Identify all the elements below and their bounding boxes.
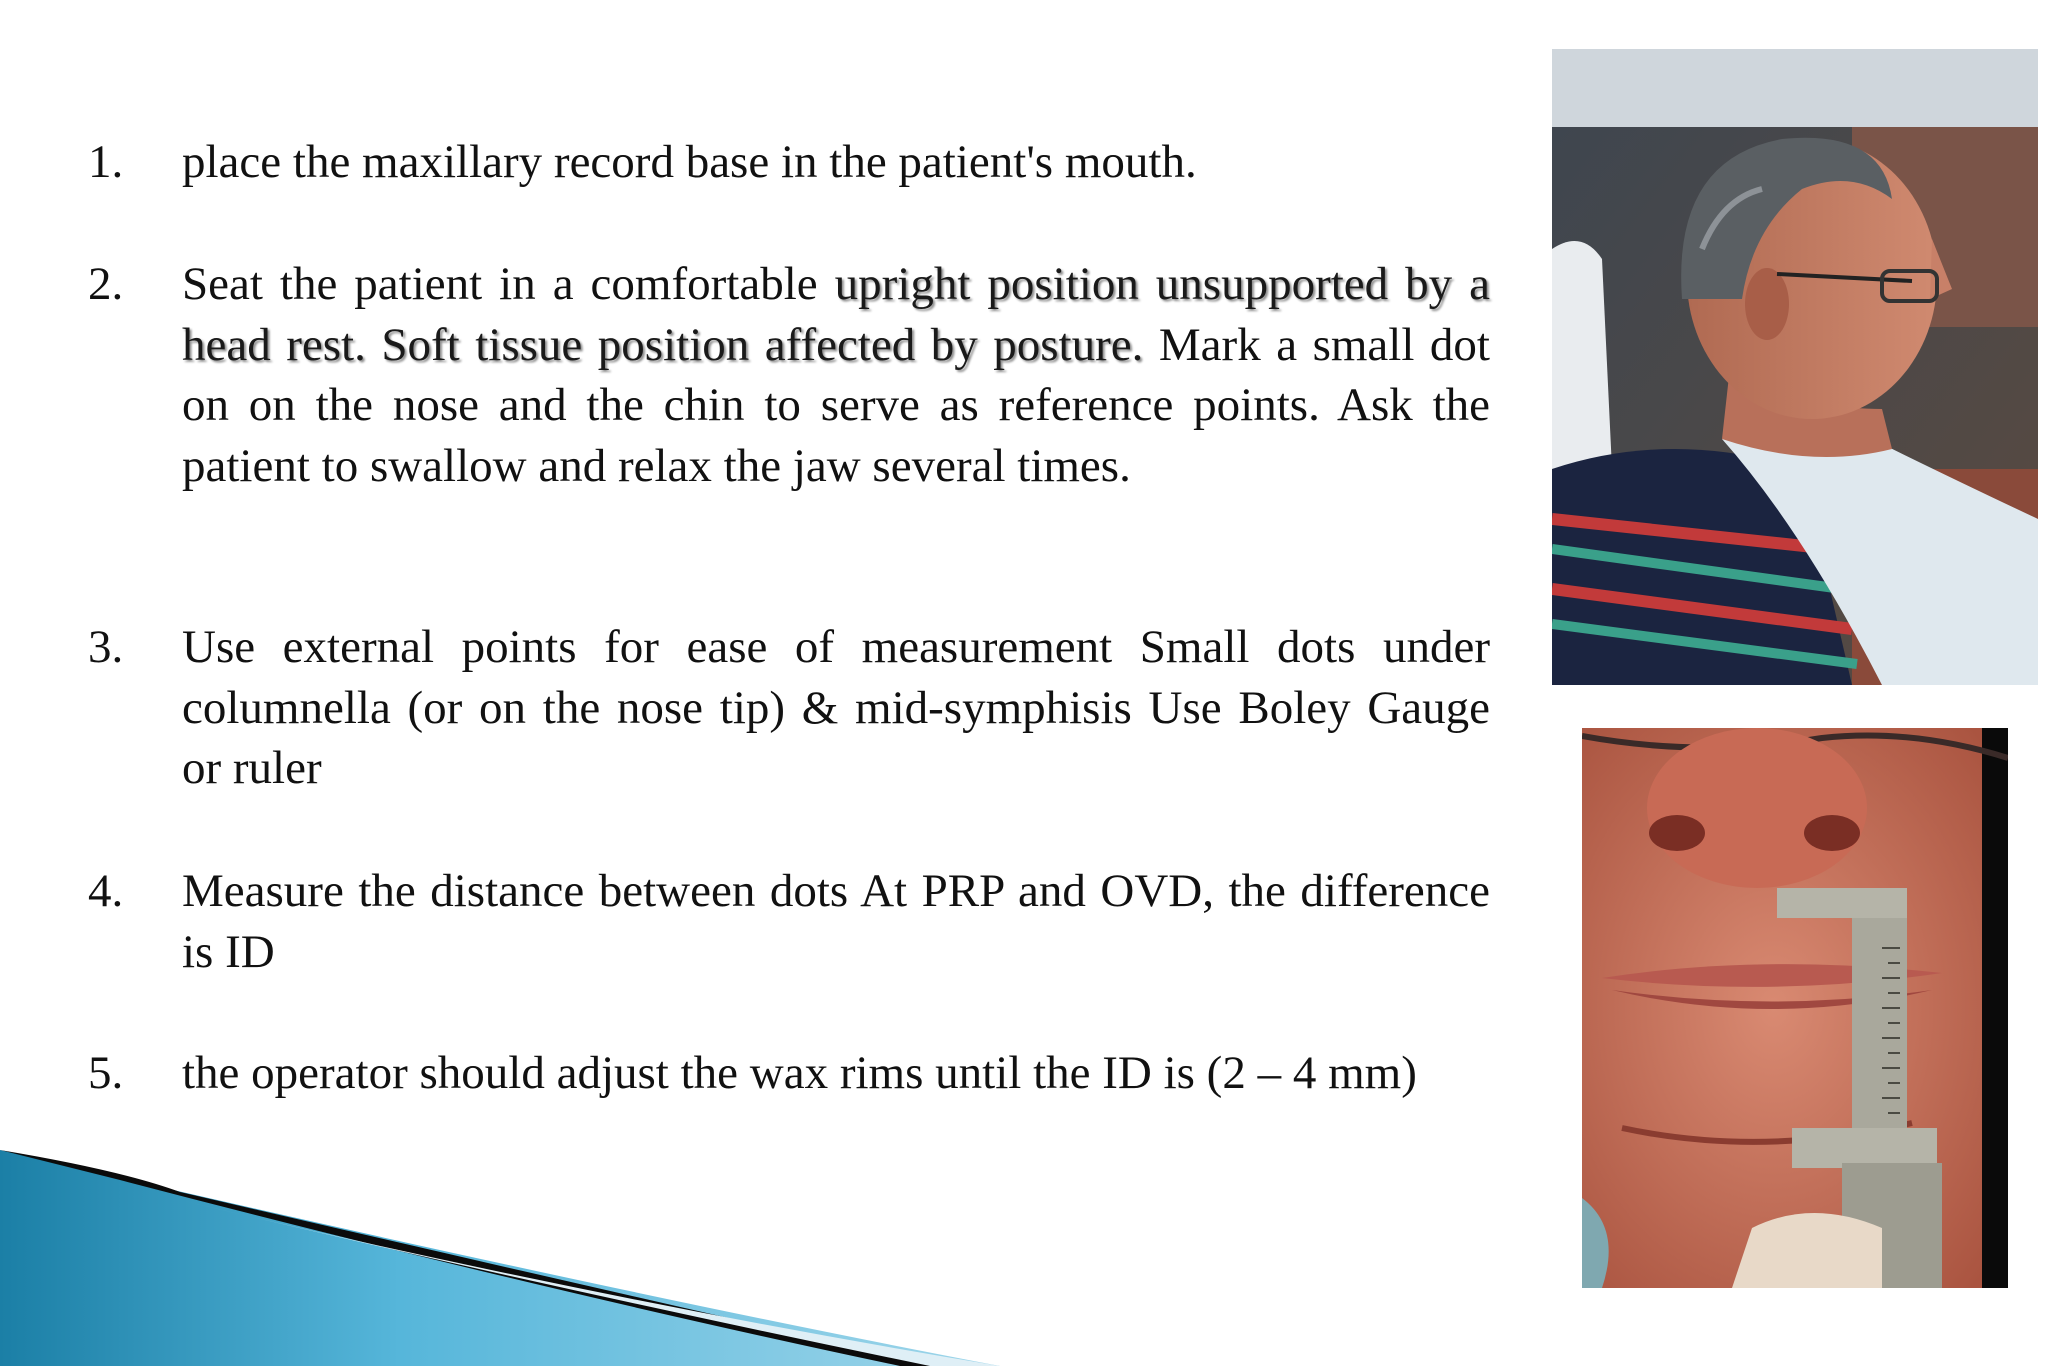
step-text [182, 254, 1490, 496]
step-text-part: Seat the patient in a comfortable [182, 258, 835, 310]
step-1 [88, 132, 1490, 254]
step-number: 3. [88, 621, 124, 673]
highlighted-text: upright position unsupported by a head rest. Soft tissue position affected by posture. [182, 258, 1490, 371]
step-2 [88, 254, 1490, 617]
step-number: 1. [88, 136, 124, 188]
step-text: Measure the distance between dots At PRP and OVD, the difference is ID [182, 865, 1490, 978]
step-number: 2. [88, 258, 124, 310]
patient-profile-photo [1552, 49, 2038, 685]
step-text: place the maxillary record base in the patient's mouth. [182, 136, 1197, 188]
step-3 [88, 617, 1490, 861]
step-5 [88, 1043, 1490, 1104]
step-number: 5. [88, 1047, 124, 1099]
step-4 [88, 861, 1490, 1043]
step-text: Use external points for ease of measurement Small dots under columnella (or on the nose tip) & mid-symphisis Use Boley Gauge or ruler [182, 621, 1490, 794]
step-text-part: Mark a small dot on on the nose and the chin to serve as reference points. Ask the patient to swallow and relax the jaw several times. [182, 318, 1490, 492]
step-text: the operator should adjust the wax rims until the ID is (2 – 4 mm) [182, 1047, 1417, 1099]
steps-list [88, 132, 1490, 1104]
step-number: 4. [88, 865, 124, 917]
decorative-swoosh [0, 1140, 2048, 1366]
